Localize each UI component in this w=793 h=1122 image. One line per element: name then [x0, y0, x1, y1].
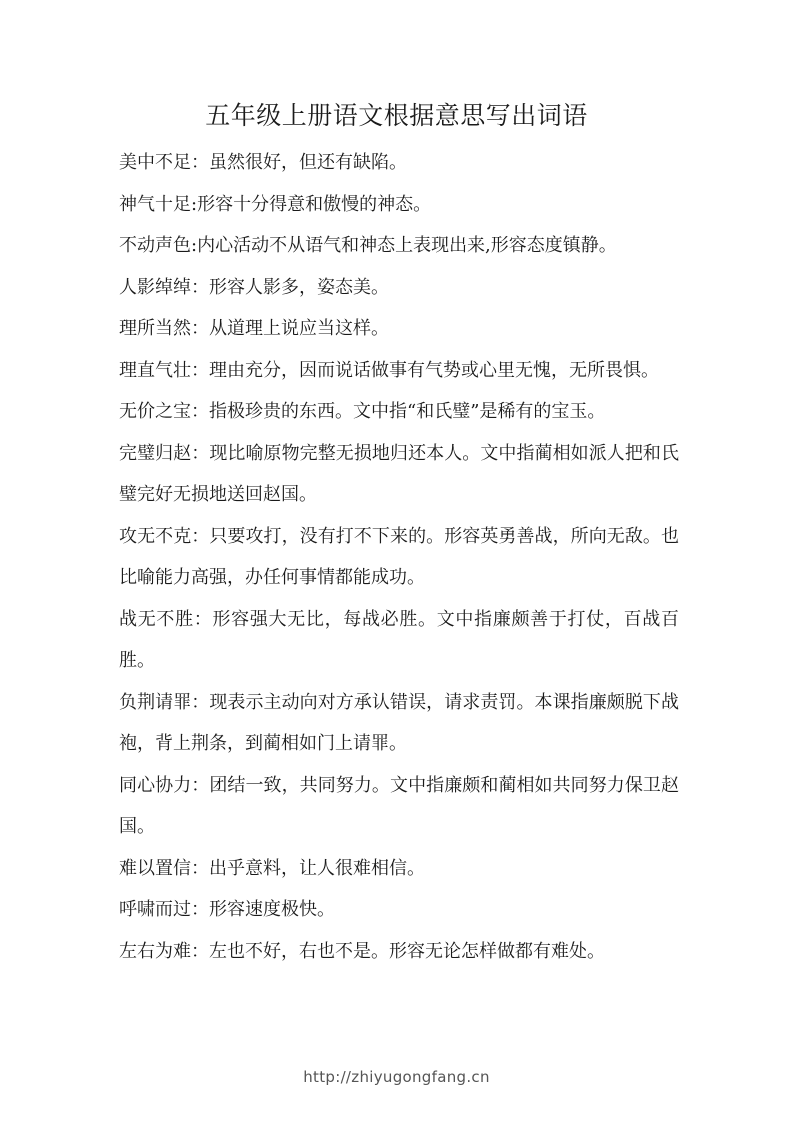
- vocabulary-list: [119, 142, 679, 972]
- vocabulary-entry: 不动声色:内心活动不从语气和神态上表现出来,形容态度镇静。: [119, 235, 617, 256]
- vocabulary-entry: 无价之宝：指极珍贵的东西。文中指“和氏璧”是稀有的宝玉。: [119, 401, 606, 422]
- vocabulary-entry: 同心协力：团结一致，共同努力。文中指廉颇和蔺相如共同努力保卫赵国。: [119, 774, 679, 837]
- vocabulary-entry: 呼啸而过：形容速度极快。: [119, 899, 335, 920]
- vocabulary-entry: 理直气壮：理由充分，因而说话做事有气势或心里无愧，无所畏惧。: [119, 359, 659, 381]
- vocabulary-entry: 美中不足：虽然很好，但还有缺陷。: [119, 152, 407, 173]
- vocabulary-entry: 完璧归赵：现比喻原物完整无损地归还本人。文中指蔺相如派人把和氏璧完好无损地送回赵国。: [119, 442, 679, 505]
- vocabulary-entry: 攻无不克：只要攻打，没有打不下来的。形容英勇善战，所向无敌。也比喻能力高强，办任何事情都能成功。: [119, 525, 679, 588]
- page-title: 五年级上册语文根据意思写出词语: [205, 101, 588, 130]
- vocabulary-entry: 左右为难：左也不好，右也不是。形容无论怎样做都有难处。: [119, 940, 605, 962]
- vocabulary-entry: 战无不胜：形容强大无比，每战必胜。文中指廉颇善于打仗，百战百胜。: [119, 608, 679, 671]
- vocabulary-entry: 理所当然：从道理上说应当这样。: [119, 318, 389, 339]
- vocabulary-entry: 负荆请罪：现表示主动向对方承认错误，请求责罚。本课指廉颇脱下战袍，背上荆条，到蔺相如门上请罪。: [119, 691, 679, 754]
- vocabulary-entry: 难以置信：出乎意料，让人很难相信。: [119, 857, 425, 879]
- footer-url: http://zhiyugongfang.cn: [303, 1068, 490, 1086]
- vocabulary-entry: 神气十足:形容十分得意和傲慢的神态。: [119, 193, 432, 215]
- vocabulary-entry: 人影绰绰：形容人影多，姿态美。: [119, 276, 389, 298]
